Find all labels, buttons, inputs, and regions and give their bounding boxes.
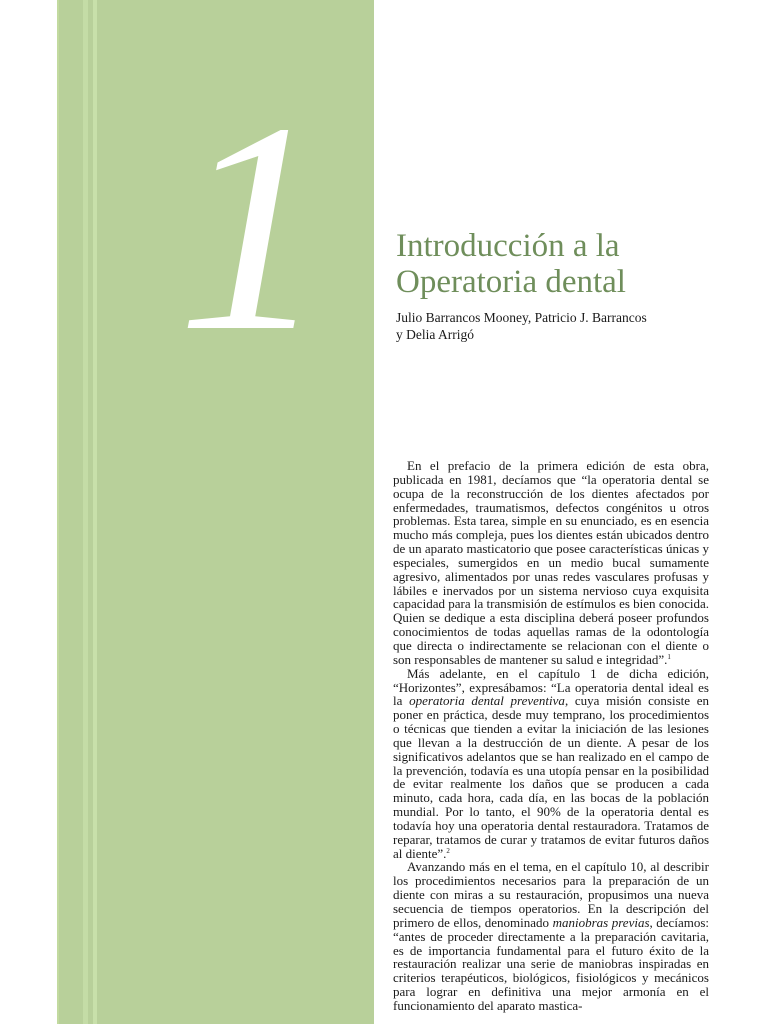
reference-2: 2	[446, 846, 450, 855]
chapter-title-line-1: Introducción a la	[396, 228, 620, 264]
band-stripe-lighter	[93, 0, 97, 1024]
paragraph-1-text: En el prefacio de la primera edición de esta obra, publicada en 1981, decíamos que “la operatoria dental se ocupa de la reconstrucción de los dientes afectados por enfermedades, traumatismos, defectos congénitos u otros problemas. Esta tarea, simple en su enunciado, es en esencia mucho más compleja, pues los dientes están ubicados dentro de un aparato masticatorio que posee características únicas y especiales, sumergidos en un medio bucal sumamente agresivo, alimentados por unas redes vasculares profusas y lábiles e inervados por un sistema nervioso cuya exquisita capacidad para la transmisión de estímulos es bien conocida. Quien se dedique a esta disciplina deberá poseer profundos conocimientos de todas aquellas ramas de la odontología que directa o indirectamente se relacionan con el diente o son responsables de mantener su salud e integridad”.	[393, 458, 709, 667]
paragraph-2-emphasis: operatoria dental preventiva	[409, 693, 565, 709]
chapter-authors	[396, 309, 716, 343]
authors-line-2: y Delia Arrigó	[396, 327, 474, 342]
paragraph-1	[393, 459, 709, 667]
band-edge-stripe	[57, 0, 59, 1024]
paragraph-2-text-start: Más adelante, en el capítulo 1 de dicha edición, “Horizontes”, expresábamos: “La operatoria dental ideal es la	[393, 665, 709, 709]
reference-1: 1	[667, 652, 671, 661]
body-text	[393, 459, 709, 1013]
paragraph-2-text-end: , cuya misión consiste en poner en práctica, desde muy temprano, los procedimientos o técnicas que tienden a evitar la iniciación de las lesiones que llevan a la destrucción de un diente. A pesar de los significativos adelantos que se han realizado en el campo de la prevención, todavía es una utopía pensar en la posibilidad de evitar realmente los daños que se producen a cada minuto, cada hora, cada día, en las bocas de la población mundial. Por lo tanto, el 90% de la operatoria dental es todavía hoy una operatoria dental restauradora. Tratamos de reparar, tratamos de curar y tratamos de evitar futuros daños al diente”.	[393, 693, 709, 861]
band-stripe-light	[83, 0, 88, 1024]
paragraph-3-emphasis: maniobras previas	[552, 914, 650, 930]
chapter-number: 1	[177, 61, 323, 393]
paragraph-3	[393, 860, 709, 1012]
paragraph-2	[393, 667, 709, 861]
paragraph-3-text-start: Avanzando más en el tema, en el capítulo 10, al describir los procedimientos necesarios para la preparación de un diente con miras a su restauración, propusimos una nueva secuencia de tiempos operatorios. En la descripción del primero de ellos, denominado	[393, 859, 709, 930]
authors-line-1: Julio Barrancos Mooney, Patricio J. Barrancos	[396, 310, 647, 325]
chapter-title-line-2: Operatoria dental	[396, 264, 626, 300]
paragraph-3-text-end: , decíamos: “antes de proceder directamente a la preparación cavitaria, es de importancia fundamental para el futuro éxito de la restauración realizar una serie de maniobras inspiradas en criterios terapéuticos, biológicos, fisiológicos y mecánicos para lograr en definitiva una mejor armonía en el funcionamiento del aparato mastica-	[393, 914, 709, 1013]
chapter-title	[396, 228, 736, 300]
